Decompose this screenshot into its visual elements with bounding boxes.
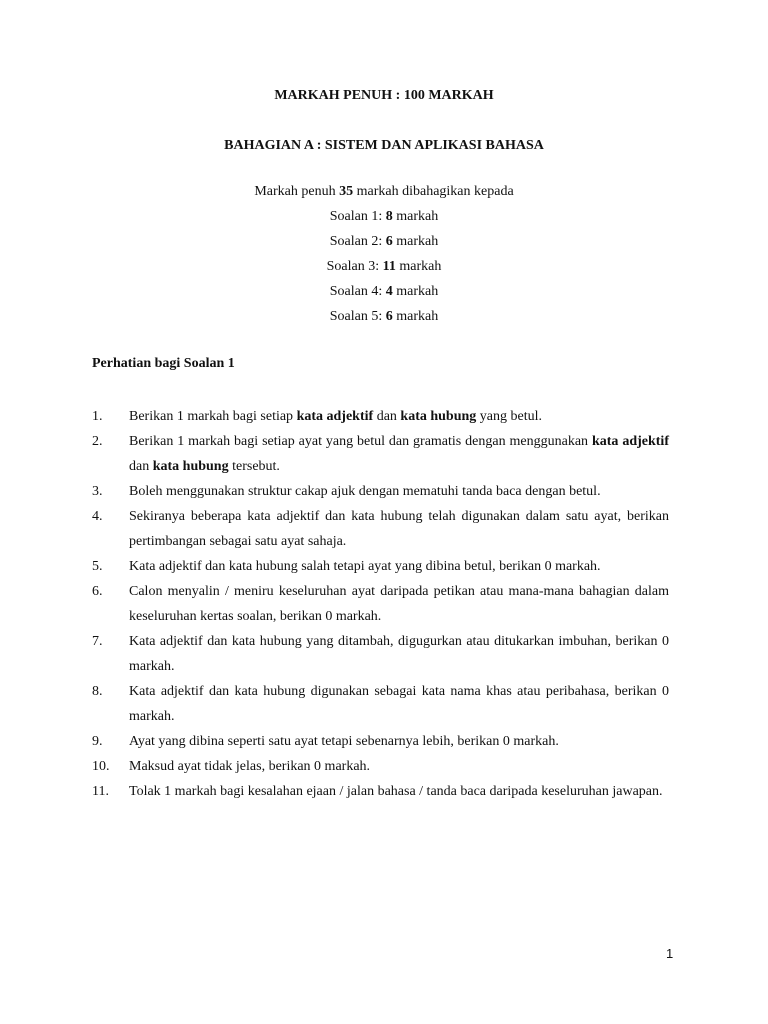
question-unit: markah	[392, 209, 439, 224]
question-label: Soalan 4:	[329, 284, 386, 299]
rule-item	[92, 554, 669, 579]
rule-text: Maksud ayat tidak jelas, berikan 0 markah.	[129, 759, 371, 774]
question-marks-line	[0, 229, 768, 254]
rule-number: 9.	[92, 734, 103, 749]
question-marks-line	[0, 254, 768, 279]
rule-number: 2.	[92, 434, 103, 449]
rule-text: Berikan 1 markah bagi setiap	[129, 409, 297, 424]
question-label: Soalan 3:	[326, 259, 383, 274]
rule-text: Sekiranya beberapa kata adjektif dan kata hubung telah digunakan dalam satu ayat, berikan pertimbangan sebagai satu ayat sahaja.	[129, 509, 669, 549]
question-unit: markah	[392, 309, 439, 324]
rule-number: 5.	[92, 559, 103, 574]
question-unit: markah	[392, 234, 439, 249]
rule-number: 10.	[92, 759, 110, 774]
question-marks-line	[0, 204, 768, 229]
rule-number: 6.	[92, 584, 103, 599]
rule-text: Kata adjektif dan kata hubung yang ditambah, digugurkan atau ditukarkan imbuhan, berikan 0 markah.	[129, 634, 669, 674]
marks-intro-line	[0, 179, 768, 204]
rule-item	[92, 579, 669, 629]
rule-item	[92, 404, 669, 429]
question-marks: 6	[385, 234, 393, 249]
rule-text: Ayat yang dibina seperti satu ayat tetapi sebenarnya lebih, berikan 0 markah.	[129, 734, 559, 749]
rule-item	[92, 779, 669, 804]
rule-text: tersebut.	[228, 459, 280, 474]
question-marks-line	[0, 304, 768, 329]
question-marks: 11	[382, 259, 396, 274]
rule-text: Tolak 1 markah bagi kesalahan ejaan / jalan bahasa / tanda baca daripada keseluruhan jawapan.	[129, 784, 663, 799]
rule-text: Calon menyalin / meniru keseluruhan ayat daripada petikan atau mana-mana bahagian dalam keseluruhan kertas soalan, berikan 0 markah.	[129, 584, 669, 624]
rule-emphasis: kata adjektif	[296, 409, 374, 424]
question-marks: 8	[385, 209, 393, 224]
question-marks-line	[0, 279, 768, 304]
marks-breakdown	[0, 179, 768, 329]
rule-item	[92, 429, 669, 479]
section-title: BAHAGIAN A : SISTEM DAN APLIKASI BAHASA	[224, 138, 544, 153]
rule-text: Boleh menggunakan struktur cakap ajuk dengan mematuhi tanda baca dengan betul.	[129, 484, 601, 499]
rule-number: 1.	[92, 409, 103, 424]
rule-item	[92, 629, 669, 679]
intro-post: markah dibahagikan kepada	[353, 184, 514, 199]
rule-item	[92, 754, 669, 779]
marking-rules-list	[92, 404, 669, 804]
rule-number: 3.	[92, 484, 103, 499]
rule-text: Berikan 1 markah bagi setiap ayat yang betul dan gramatis dengan menggunakan	[129, 434, 592, 449]
rule-text: Kata adjektif dan kata hubung digunakan sebagai kata nama khas atau peribahasa, berikan 0 markah.	[129, 684, 669, 724]
rule-number: 11.	[92, 784, 109, 799]
page-number: 1	[666, 946, 674, 961]
intro-pre: Markah penuh	[254, 184, 340, 199]
rule-emphasis: kata hubung	[152, 459, 229, 474]
question-marks: 6	[385, 309, 393, 324]
rule-emphasis: kata adjektif	[591, 434, 669, 449]
rule-number: 4.	[92, 509, 103, 524]
rule-item	[92, 729, 669, 754]
question-marks: 4	[385, 284, 393, 299]
question-label: Soalan 1:	[329, 209, 386, 224]
rule-text: dan	[373, 409, 401, 424]
rule-item	[92, 679, 669, 729]
question-label: Soalan 5:	[329, 309, 386, 324]
rule-number: 8.	[92, 684, 103, 699]
rule-emphasis: kata hubung	[400, 409, 477, 424]
rule-text: dan	[129, 459, 153, 474]
rule-item	[92, 504, 669, 554]
rule-text: Kata adjektif dan kata hubung salah tetapi ayat yang dibina betul, berikan 0 markah.	[129, 559, 601, 574]
question-label: Soalan 2:	[329, 234, 386, 249]
section-heading: Perhatian bagi Soalan 1	[92, 356, 235, 371]
rule-number: 7.	[92, 634, 103, 649]
rule-item	[92, 479, 669, 504]
full-marks-title: MARKAH PENUH : 100 MARKAH	[274, 88, 494, 103]
intro-total-marks: 35	[339, 184, 354, 199]
question-unit: markah	[392, 284, 439, 299]
question-unit: markah	[395, 259, 442, 274]
rule-text: yang betul.	[476, 409, 543, 424]
